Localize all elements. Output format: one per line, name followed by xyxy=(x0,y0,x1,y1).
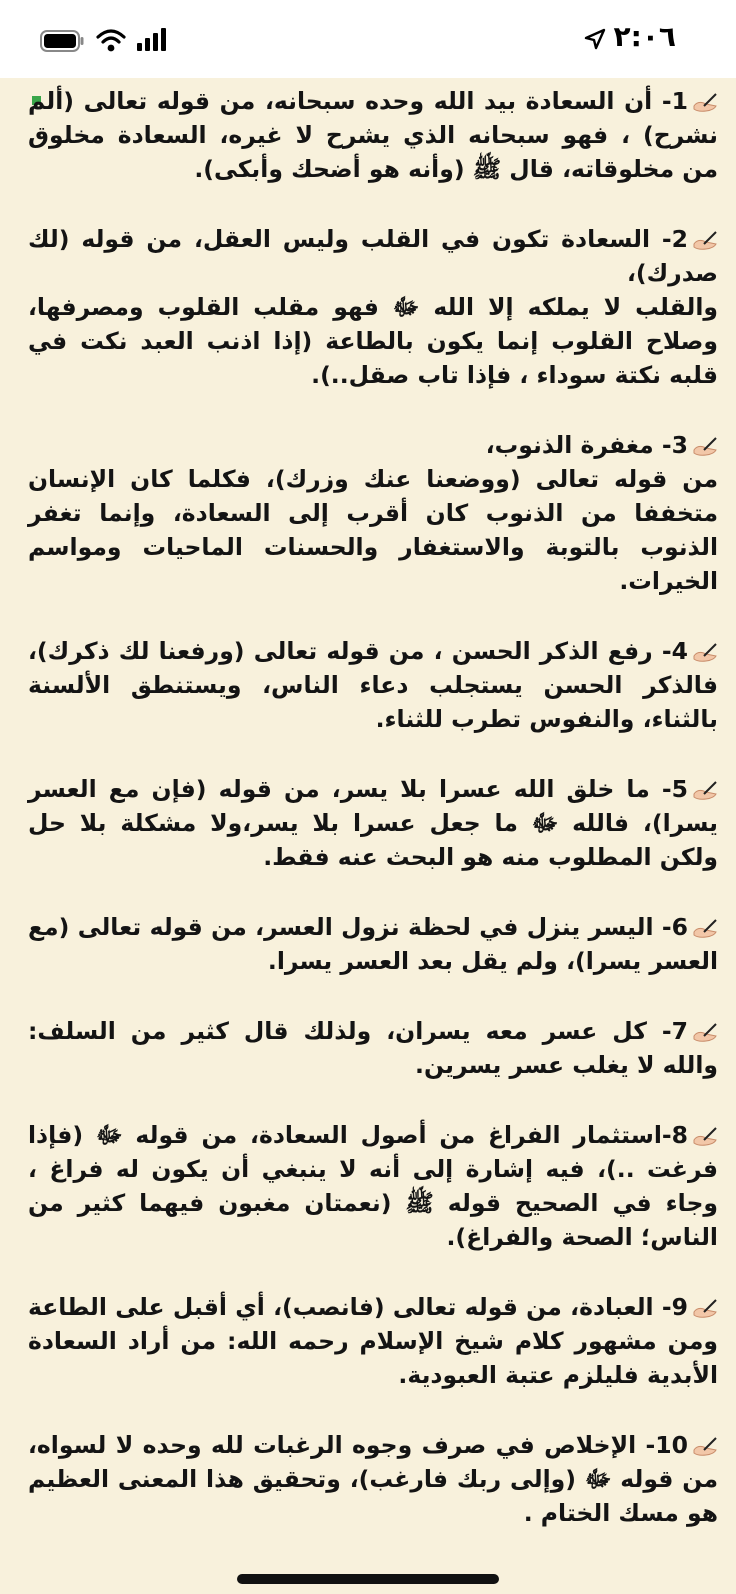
list-item-text xyxy=(28,428,718,462)
item-number: 4- xyxy=(661,637,688,665)
signal-icon xyxy=(136,28,166,52)
item-line: من قوله تعالى (ووضعنا عنك وزرك)، فكلما كان الإنسان متخففا من الذنوب كان أقرب إلى السعادة، وإنما تغفر الذنوب بالتوبة والاستغفار والحسنات الماحيات ومواسم الخيرات. xyxy=(28,465,718,595)
list-item-text xyxy=(28,772,718,874)
item-line: مغفرة الذنوب، xyxy=(485,431,654,459)
list-item-text xyxy=(28,910,718,978)
writing-hand-icon xyxy=(690,92,718,114)
writing-hand-icon xyxy=(690,436,718,458)
writing-hand-icon xyxy=(690,1022,718,1044)
item-line: استثمار الفراغ من أصول السعادة، من قوله ﷻ (فإذا فرغت ..)، فيه إشارة إلى أنه لا ينبغي أن يكون له فراغ ، وجاء في الصحيح قوله ﷺ (نعمتان مغبون فيهما كثير من الناس؛ الصحة والفراغ). xyxy=(28,1121,718,1251)
location-arrow-icon xyxy=(584,28,606,50)
article-body xyxy=(28,84,718,1530)
list-item xyxy=(28,772,718,874)
list-item xyxy=(28,1118,718,1254)
status-bar xyxy=(0,0,736,78)
item-line: ما خلق الله عسرا بلا يسر، من قوله (فإن مع العسر يسرا)، فالله ﷻ ما جعل عسرا بلا يسر،ولا مشكلة بلا حل ولكن المطلوب منه هو البحث عنه فقط. xyxy=(28,775,718,871)
list-item xyxy=(28,634,718,736)
list-item-text xyxy=(28,1428,718,1530)
list-item xyxy=(28,910,718,978)
item-line: والقلب لا يملكه إلا الله ﷻ فهو مقلب القلوب ومصرفها، وصلاح القلوب إنما يكون بالطاعة (إذا اذنب العبد نكت في قلبه نكتة سوداء ، فإذا تاب صقل..). xyxy=(28,293,718,389)
status-time: ٢:٠٦ xyxy=(613,20,676,53)
list-item xyxy=(28,1428,718,1530)
writing-hand-icon xyxy=(690,1436,718,1458)
list-item-text xyxy=(28,634,718,736)
list-item xyxy=(28,222,718,392)
item-line: كل عسر معه يسران، ولذلك قال كثير من السلف: والله لا يغلب عسر يسرين. xyxy=(28,1017,718,1079)
wifi-icon xyxy=(96,28,126,52)
item-line: العبادة، من قوله تعالى (فانصب)، أي أقبل على الطاعة ومن مشهور كلام شيخ الإسلام رحمه الله: من أراد السعادة الأبدية فليلزم عتبة العبودية. xyxy=(28,1293,718,1389)
writing-hand-icon xyxy=(690,1298,718,1320)
writing-hand-icon xyxy=(690,642,718,664)
item-line: اليسر ينزل في لحظة نزول العسر، من قوله تعالى (مع العسر يسرا)، ولم يقل بعد العسر يسرا. xyxy=(28,913,718,975)
item-number: 1- xyxy=(661,87,688,115)
home-indicator[interactable] xyxy=(237,1574,499,1584)
list-item xyxy=(28,1014,718,1082)
writing-hand-icon xyxy=(690,1126,718,1148)
item-number: 3- xyxy=(661,431,688,459)
list-item xyxy=(28,428,718,598)
writing-hand-icon xyxy=(690,230,718,252)
list-item-text xyxy=(28,1014,718,1082)
list-item xyxy=(28,84,718,186)
item-number: 2- xyxy=(661,225,689,253)
battery-icon xyxy=(40,30,84,52)
item-number: 7- xyxy=(661,1017,689,1045)
item-number: 6- xyxy=(661,913,688,941)
item-number: 9- xyxy=(661,1293,688,1321)
item-number: 5- xyxy=(661,775,688,803)
item-line: السعادة تكون في القلب وليس العقل، من قوله (لك صدرك)، xyxy=(28,225,718,287)
list-item-text xyxy=(28,84,718,186)
item-number: 8- xyxy=(661,1121,688,1149)
list-item-text xyxy=(28,1118,718,1254)
list-item-text xyxy=(28,1290,718,1392)
item-line: رفع الذكر الحسن ، من قوله تعالى (ورفعنا لك ذكرك)، فالذكر الحسن يستجلب دعاء الناس، ويستنطق الألسنة بالثناء، والنفوس تطرب للثناء. xyxy=(28,637,718,733)
item-number: 10- xyxy=(645,1431,688,1459)
list-item xyxy=(28,1290,718,1392)
item-line: أن السعادة بيد الله وحده سبحانه، من قوله تعالى (ألم نشرح) ، فهو سبحانه الذي يشرح لا غيره، السعادة مخلوق من مخلوقاته، قال ﷺ (وأنه هو أضحك وأبكى). xyxy=(28,87,718,183)
writing-hand-icon xyxy=(690,780,718,802)
item-line: الإخلاص في صرف وجوه الرغبات لله وحده لا لسواه، من قوله ﷻ (وإلى ربك فارغب)، وتحقيق هذا المعنى العظيم هو مسك الختام . xyxy=(28,1431,718,1527)
list-item-text xyxy=(28,222,718,290)
writing-hand-icon xyxy=(690,918,718,940)
